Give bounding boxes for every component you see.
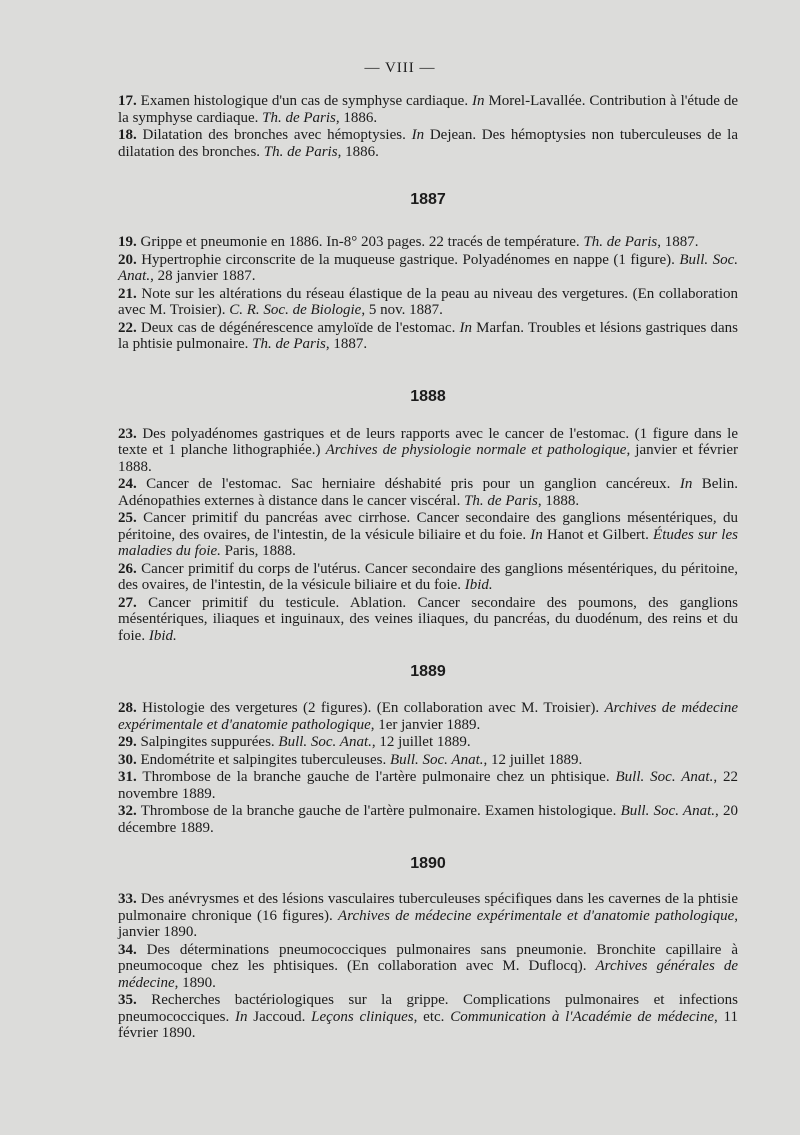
entry-text: Deux cas de dégénérescence amyloïde de l'estomac. (136, 319, 460, 336)
entry-citation-italic: Bull. Soc. Anat. (118, 251, 738, 284)
entry-number: 35. (118, 992, 137, 1008)
entry-citation-italic: Th. de Paris (583, 234, 658, 250)
entry-text: Paris, 1888. (220, 543, 296, 559)
entry-citation-italic: Ibid. (464, 577, 493, 593)
entry-text: , 1886. (335, 109, 378, 126)
entry-text: Dejean. Des hémoptysies non tuberculeuses de la dilatation des bronches. (118, 127, 738, 160)
entry-text: Endométrite et salpingites tuberculeuses. (136, 751, 391, 768)
publication-entry (118, 127, 738, 160)
entry-text: , 1886. (337, 143, 379, 160)
publication-entry (118, 234, 738, 251)
entry-text: , 20 décembre 1889. (118, 803, 738, 836)
entry-citation-italic: Communication à l'Académie de médecine (450, 1008, 715, 1025)
entry-citation-italic: In (235, 1008, 248, 1025)
publication-entry (118, 561, 738, 594)
entry-text: Salpingites suppurées. (136, 734, 279, 750)
entry-text: Hanot et Gilbert. (542, 526, 654, 543)
entry-citation-italic: Bull. Soc. Anat. (278, 734, 372, 750)
entry-citation-italic: Bull. Soc. Anat. (620, 803, 716, 819)
entry-citation-italic: Th. de Paris (263, 143, 338, 160)
publication-entry (118, 769, 738, 802)
entry-citation-italic: Archives de médecine expérimentale et d'anatomie pathologique (338, 907, 735, 924)
entry-citation-italic: In (411, 127, 425, 143)
entry-number: 30. (118, 751, 137, 768)
year-heading-1890: 1890 (410, 855, 446, 872)
entry-text: Des déterminations pneumococciques pulmonaires sans pneumonie. Bronchite capillaire à pneumocoque chez les phtisiques. (En collaboration avec M. Duflocq). (118, 941, 738, 974)
publication-entry (118, 700, 738, 733)
publication-list (118, 93, 738, 1042)
entry-citation-italic: Études sur les maladies du foie. (118, 526, 738, 559)
publication-entry (118, 595, 738, 645)
entry-text: Recherches bactériologiques sur la grippe. Complications pulmonaires et infections pneumococciques. (118, 992, 738, 1025)
entry-number: 28. (118, 700, 137, 716)
entry-text: Cancer primitif du pancréas avec cirrhose. Cancer secondaire des ganglions mésentériques, du péritoine, des ovaires, de l'intestin, de la vésicule biliaire et du foie. (118, 510, 738, 543)
entry-citation-italic: Leçons cliniques (311, 1008, 414, 1025)
entry-text: , janvier et février 1888. (118, 442, 738, 475)
entry-text: Grippe et pneumonie en 1886. In-8° 203 pages. 22 tracés de température. (136, 234, 584, 250)
entry-number: 26. (118, 560, 137, 577)
entry-number: 17. (118, 93, 137, 109)
publication-entry (118, 476, 738, 509)
entry-text: Belin. Adénopathies externes à distance dans le cancer viscéral. (118, 476, 738, 509)
publication-entry (118, 93, 738, 126)
entry-citation-italic: In (679, 476, 693, 492)
entry-text: Dilatation des bronches avec hémoptysies. (136, 127, 412, 143)
entry-number: 32. (118, 803, 137, 819)
entry-citation-italic: Ibid. (148, 627, 177, 644)
entry-number: 29. (118, 734, 137, 750)
year-heading-1889: 1889 (410, 663, 446, 680)
entry-text: , 1er janvier 1889. (370, 716, 481, 733)
publication-entry (118, 286, 738, 319)
entry-text: Thrombose de la branche gauche de l'artère pulmonaire chez un phtisique. (136, 769, 616, 785)
entry-text: Des anévrysmes et des lésions vasculaires tuberculeuses spécifiques dans les cavernes de la phtisie pulmonaire chronique (16 figures). (118, 891, 738, 924)
entry-citation-italic: In (530, 526, 543, 543)
year-heading-1887: 1887 (410, 191, 446, 208)
entry-citation-italic: Th. de Paris (252, 336, 326, 352)
entry-text: Jaccoud. (247, 1008, 312, 1025)
entry-number: 33. (118, 891, 137, 907)
entry-number: 22. (118, 319, 137, 336)
entry-text: , 11 février 1890. (118, 1008, 739, 1041)
publication-entry (118, 426, 738, 476)
entry-number: 24. (118, 476, 137, 492)
publication-entry (118, 891, 738, 941)
publication-entry (118, 510, 738, 560)
entry-citation-italic: Archives de médecine expérimentale et d'anatomie pathologique (118, 700, 738, 733)
publication-entry (118, 734, 738, 751)
publication-entry (118, 942, 738, 992)
entry-text: Cancer primitif du corps de l'utérus. Cancer secondaire des ganglions mésentériques, du péritoine, des ovaires, de l'intestin, de la vésicule biliaire et du foie. (118, 560, 738, 593)
publication-entry (118, 752, 738, 769)
entry-text: , 5 nov. 1887. (361, 302, 443, 318)
entry-text: , 28 janvier 1887. (150, 268, 256, 284)
entry-text: , 1887. (325, 336, 368, 352)
entry-text: , 12 juillet 1889. (371, 734, 471, 750)
publication-entry (118, 252, 738, 285)
entry-number: 19. (118, 234, 137, 250)
entry-text: Note sur les altérations du réseau élastique de la peau au niveau des vergetures. (En collaboration avec M. Troisier). (118, 285, 738, 318)
entry-text: , 1890. (174, 974, 216, 991)
entry-number: 21. (118, 285, 137, 302)
entry-text: Cancer primitif du testicule. Ablation. Cancer secondaire des poumons, des ganglions mésentériques, iliaques et inguinaux, des veines iliaques, du pancréas, du duodénum, des reins et du foie. (118, 594, 738, 644)
entry-text: Thrombose de la branche gauche de l'artère pulmonaire. Examen histologique. (136, 803, 621, 819)
entry-text: , 1888. (537, 492, 580, 509)
entry-text: Hypertrophie circonscrite de la muqueuse gastrique. Polyadénomes en nappe (1 figure). (136, 251, 680, 268)
entry-text: Examen histologique d'un cas de symphyse cardiaque. (136, 93, 473, 109)
entry-citation-italic: In (472, 93, 485, 109)
entry-number: 25. (118, 510, 137, 526)
page-number: — VIII — (364, 60, 436, 76)
entry-citation-italic: In (459, 319, 472, 336)
entry-number: 31. (118, 769, 137, 785)
entry-citation-italic: Archives générales de médecine (118, 958, 738, 991)
entry-text: , etc. (413, 1008, 451, 1025)
entry-text: Marfan. Troubles et lésions gastriques dans la phtisie pulmonaire. (118, 319, 738, 352)
entry-citation-italic: Bull. Soc. Anat. (390, 751, 484, 768)
entry-text: Morel-Lavallée. Contribution à l'étude de la symphyse cardiaque. (118, 93, 739, 126)
publication-entry (118, 992, 738, 1042)
entry-citation-italic: Archives de physiologie normale et pathologique (325, 442, 627, 458)
year-heading-1888: 1888 (410, 387, 446, 405)
entry-number: 27. (118, 594, 137, 611)
entry-text: Histologie des vergetures (2 figures). (En collaboration avec M. Troisier). (136, 700, 605, 716)
entry-text: , 12 juillet 1889. (483, 751, 583, 768)
entry-citation-italic: Th. de Paris (262, 109, 336, 126)
entry-citation-italic: C. R. Soc. de Biologie (229, 302, 362, 318)
entry-text: , 22 novembre 1889. (118, 769, 739, 802)
entry-text: , 1887. (657, 234, 699, 250)
entry-citation-italic: Th. de Paris (464, 492, 538, 509)
entry-text: , janvier 1890. (118, 907, 738, 940)
publication-entry (118, 320, 738, 353)
entry-number: 23. (118, 425, 137, 442)
entry-text: Des polyadénomes gastriques et de leurs rapports avec le cancer de l'estomac. (1 figure dans le texte et 1 planche lithographiée.) (118, 425, 738, 458)
entry-number: 20. (118, 251, 137, 268)
entry-citation-italic: Bull. Soc. Anat. (615, 769, 714, 785)
entry-text: Cancer de l'estomac. Sac herniaire déshabité pris pour un ganglion cancéreux. (136, 476, 680, 492)
publication-entry (118, 803, 738, 836)
entry-number: 18. (118, 127, 137, 143)
entry-number: 34. (118, 941, 137, 958)
